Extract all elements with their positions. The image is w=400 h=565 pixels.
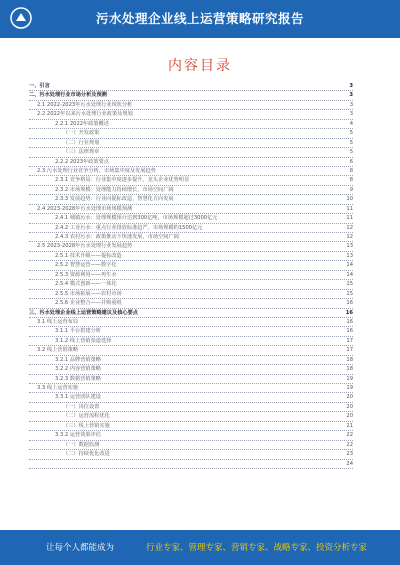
toc-entry-title: 二、污水处理行业市场分析及预测 [29,92,107,99]
toc-entry-title: （一）数据监测 [63,441,100,448]
toc-entry-title: 2.4.2 工业污水：重点行业排放标准趋严，市场规模约1500亿元 [55,224,203,231]
toc-entry-page: 16 [346,318,353,325]
toc-entry[interactable] [29,375,353,384]
toc-entry-page: 24 [346,460,353,467]
toc-entry-page: 3 [349,83,353,89]
toc-entry-title: 一、引言 [29,83,50,89]
toc-entry-page: 11 [346,205,353,212]
toc-entry[interactable] [29,139,353,148]
report-title: 污水处理企业线上运营策略研究报告 [95,11,304,26]
toc-entry-page: 17 [346,337,353,344]
toc-entry-title: 3.2.2 内容营销策略 [55,366,101,373]
toc-entry-page: 8 [349,167,353,174]
toc-entry-title: （三）线上营销实施 [63,422,110,429]
toc-entry[interactable] [29,441,353,450]
toc-entry-page: 18 [346,356,353,363]
toc-entry-page: 9 [349,186,353,193]
table-of-contents [29,82,353,469]
toc-entry[interactable] [29,393,353,402]
toc-entry[interactable] [29,110,353,119]
toc-entry-title: （三）法律规章 [63,149,100,156]
toc-entry-title: （一）开发政策 [63,130,100,137]
toc-entry[interactable] [29,384,353,393]
toc-entry-page: 22 [346,432,353,439]
toc-entry-page: 5 [349,130,353,137]
toc-entry[interactable] [29,365,353,374]
toc-entry-page: 20 [346,403,353,410]
toc-entry-page: 13 [346,252,353,259]
toc-entry-title: 2.2.1 2022年政策概述 [55,120,109,127]
toc-entry-title: 3.1.2 线上营销渠道选择 [55,337,112,344]
toc-entry-page: 10 [346,196,353,203]
toc-entry-page: 13 [346,243,353,250]
report-header [0,0,400,38]
toc-entry[interactable] [29,176,353,185]
toc-entry-page: 16 [346,300,353,307]
toc-entry-title: 3.3.2 运营效果评估 [55,432,101,439]
toc-entry-title: 2.5.5 市场拓展——农村市场 [55,290,122,297]
toc-entry-title: 2.5.6 企业整合——并购重组 [55,300,122,307]
toc-entry-page: 18 [346,366,353,373]
toc-heading: 内容目录 [168,58,232,74]
toc-entry[interactable] [29,195,353,204]
toc-entry[interactable] [29,422,353,431]
toc-entry[interactable] [29,318,353,327]
toc-entry-title: 3.1 线上运营布局 [37,318,79,325]
toc-entry-page: 12 [346,234,353,240]
toc-entry[interactable] [29,242,353,251]
toc-entry[interactable] [29,299,353,308]
toc-entry-title: （二）行业规划 [63,139,100,146]
toc-entry[interactable] [29,327,353,336]
toc-entry-page: 8 [349,177,353,184]
toc-entry[interactable] [29,224,353,233]
toc-entry[interactable] [29,403,353,412]
toc-entry-title: 2.4.1 城镇污水：处理规模预计达到300亿吨，市场规模超过3000亿元 [55,215,218,222]
toc-entry-title: 2.5.3 资源利用——再生水 [55,271,117,278]
toc-entry[interactable] [29,261,353,270]
toc-entry-title: 2.4.3 农村污水：政策推动下快速发展，市场空间广阔 [55,234,179,240]
toc-entry-page: 3 [349,92,353,99]
toc-entry-page: 12 [346,224,353,231]
toc-entry-title: 3.1.1 平台搭建分析 [55,328,101,335]
toc-entry[interactable] [29,337,353,346]
toc-entry-title: （一）岗位设置 [63,403,100,410]
toc-entry-page: 19 [346,385,353,391]
toc-entry-page: 21 [346,422,353,429]
toc-entry-page: 11 [346,215,353,222]
toc-entry-title: 2.3 污水处理行业竞争分析、市场集中度及发展趋势 [37,167,156,174]
toc-entry-title: 3.3.1 运营团队建设 [55,394,101,401]
toc-entry-title: 2.4 2023-2028年污水处理市场规模预测 [37,205,133,212]
report-footer [0,530,400,565]
toc-entry[interactable] [29,460,353,469]
toc-entry-page: 15 [346,290,353,297]
toc-entry[interactable] [29,271,353,280]
toc-entry[interactable] [29,280,353,289]
toc-entry-page: 3 [349,111,353,118]
toc-entry[interactable] [29,450,353,459]
toc-entry-page: 23 [346,451,353,458]
toc-entry[interactable] [29,158,353,167]
toc-entry-title: 2.2.2 2023年政策要点 [55,158,109,165]
toc-entry-title: 3.2 线上营销策略 [37,347,79,354]
toc-entry-title: （二）运营流程优化 [63,413,110,420]
toc-entry-title: 三、污水处理企业线上运营策略建议及核心要点 [29,309,138,316]
toc-entry-page: 5 [349,139,353,146]
toc-entry-page: 14 [346,271,353,278]
toc-entry[interactable] [29,233,353,242]
footer-slogan: 让每个人都能成为 [46,543,115,553]
toc-entry-title: 2.1 2022-2023年污水处理行业现状分析 [37,101,133,108]
toc-entry-title: 2.3.3 发展趋势：行业向提标改造、智慧化方向发展 [55,196,174,203]
toc-entry-page: 20 [346,413,353,420]
toc-entry-page: 5 [349,149,353,156]
toc-entry[interactable] [29,129,353,138]
toc-entry[interactable] [29,205,353,214]
toc-entry[interactable] [29,101,353,110]
toc-entry-page: 6 [349,158,353,165]
toc-entry-page: 20 [346,394,353,401]
toc-entry[interactable] [29,346,353,355]
toc-entry[interactable] [29,214,353,223]
toc-entry-title: 2.5.2 智慧运营——数字化 [55,262,117,269]
toc-entry[interactable] [29,120,353,129]
toc-entry[interactable] [29,167,353,176]
toc-entry[interactable] [29,356,353,365]
toc-entry[interactable] [29,148,353,157]
toc-entry[interactable] [29,186,353,195]
toc-entry-title: 2.5.4 模式创新——一体化 [55,281,117,288]
toc-entry-page: 3 [349,101,353,108]
toc-entry-page: 17 [346,347,353,354]
toc-entry-page: 14 [346,262,353,269]
toc-entry-page: 4 [349,120,353,127]
toc-entry-page: 19 [346,375,353,382]
toc-entry-title: 2.3.1 竞争格局：行业集中度逐步提升，龙头企业优势明显 [55,177,190,184]
toc-entry[interactable] [29,91,353,100]
toc-entry[interactable] [29,309,353,318]
toc-entry[interactable] [29,290,353,299]
footer-expert-list: 行业专家、管理专家、营销专家、战略专家、投资分析专家 [146,543,368,553]
toc-entry-title: （二）持续优化改进 [63,451,110,458]
toc-entry-page: 15 [346,281,353,288]
toc-entry-title: 2.5.1 技术升级——提标改造 [55,252,122,259]
toc-entry-title: 2.2 2022年以来污水处理行业政策及规划 [37,111,133,118]
toc-entry-title: 3.2.3 数据营销策略 [55,375,101,382]
toc-entry-page: 16 [346,328,353,335]
toc-entry[interactable] [29,431,353,440]
toc-entry[interactable] [29,82,353,91]
toc-entry-title: 3.2.1 品牌营销策略 [55,356,101,363]
toc-entry-title: 2.5 2023-2028年污水处理行业发展趋势 [37,243,133,250]
toc-entry-title: 2.3.2 市场规模：处理能力持续增长，市场空间广阔 [55,186,174,193]
toc-entry-page: 22 [346,441,353,448]
toc-entry[interactable] [29,252,353,261]
toc-entry-page: 16 [345,309,353,316]
toc-entry[interactable] [29,412,353,421]
toc-entry-title: 3.3 线上运营实施 [37,385,79,391]
